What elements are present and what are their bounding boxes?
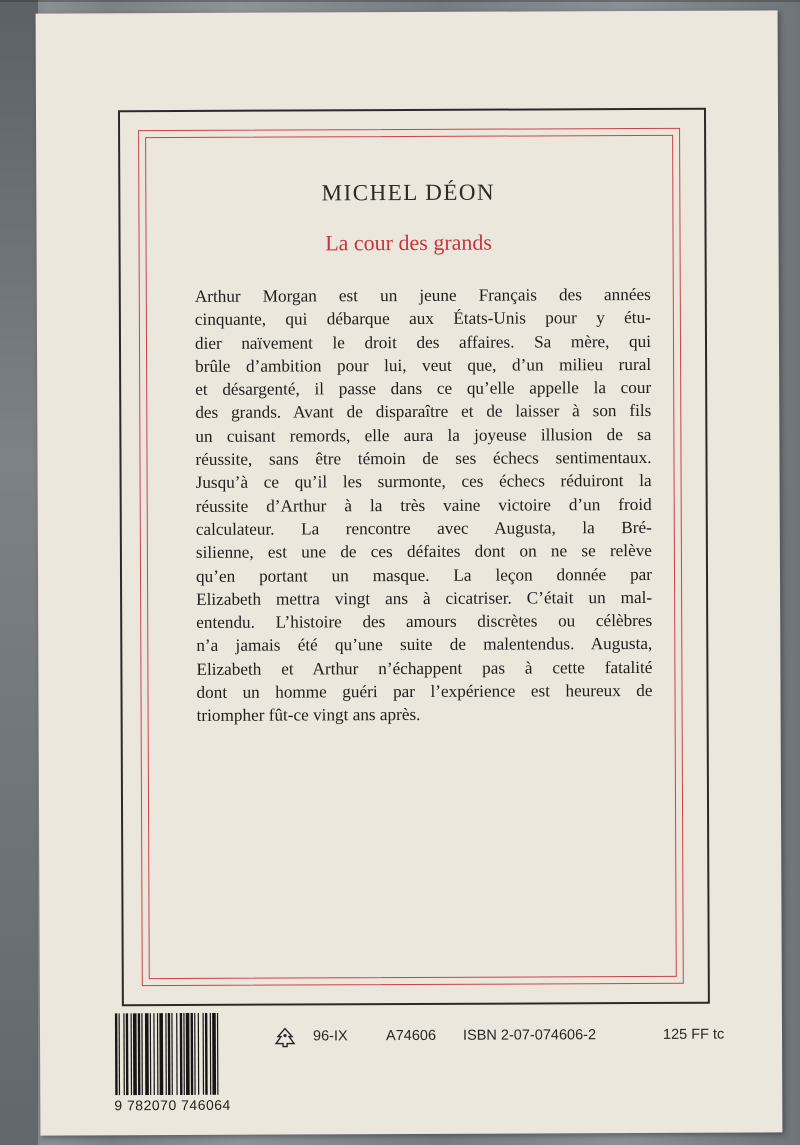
blurb-line: Jusqu’à ce qu’il les surmonte, ces échecs réduiront la [195,471,652,493]
blurb-line: des grands. Avant de disparaître et de laisser à son fils [195,401,652,423]
series-code: 96-IX [312,1028,348,1045]
blurb-line: réussite, sans être témoin de ses échecs sentimentaux. [195,448,652,470]
barcode-digits: 9 782070 746064 [114,1096,231,1114]
blurb-line: n’a jamais été qu’une suite de malentendus. Augusta, [196,634,653,656]
blurb-line: triompher fût-ce vingt ans après. [196,705,421,726]
blurb-line: cinquante, qui débarque aux États-Unis pour y étu- [194,308,651,330]
blurb-line: brûle d’ambition pour lui, veut que, d’un milieu rural [195,354,652,376]
blurb-line: Elizabeth et Arthur n’échappent pas à cette fatalité [196,657,653,679]
book-title: La cour des grands [325,229,493,256]
publisher-logo-icon [273,1026,297,1048]
blurb-line: dont un homme guéri par l’expérience est heureux de [196,680,653,702]
blurb-line: Arthur Morgan est un jeune Français des années [194,284,651,306]
author-name: MICHEL DÉON [321,179,496,206]
price: 125 FF tc [662,1026,725,1043]
blurb-line: calculateur. La rencontre avec Augusta, la Bré- [195,517,652,539]
book-back-cover [36,10,783,1135]
blurb-line: dier naïvement le droit des affaires. Sa mère, qui [194,331,652,353]
barcode [114,1013,258,1096]
blurb-line: silienne, est une de ces défaites dont on ne se relève [195,541,652,563]
catalog-code: A74606 [385,1027,437,1045]
blurb-line: et désargenté, il passe dans ce qu’elle appelle la cour [195,378,652,400]
blurb-text [195,283,653,728]
background-left-board [0,0,38,1145]
blurb-line: Elizabeth mettra vingt ans à cicatriser. C’était un mal- [196,587,653,609]
blurb-line: un cuisant remords, elle aura la joyeuse illusion de sa [195,424,652,446]
publication-info-row [273,1027,743,1051]
isbn: ISBN 2-07-074606-2 [462,1027,597,1044]
blurb-line: qu’en portant un masque. La leçon donnée par [195,564,653,586]
background-plank-line [0,0,800,2]
blurb-line: entendu. L’histoire des amours discrètes ou célèbres [196,611,653,633]
blurb-line: réussite d’Arthur à la très vaine victoire d’un froid [195,494,652,516]
